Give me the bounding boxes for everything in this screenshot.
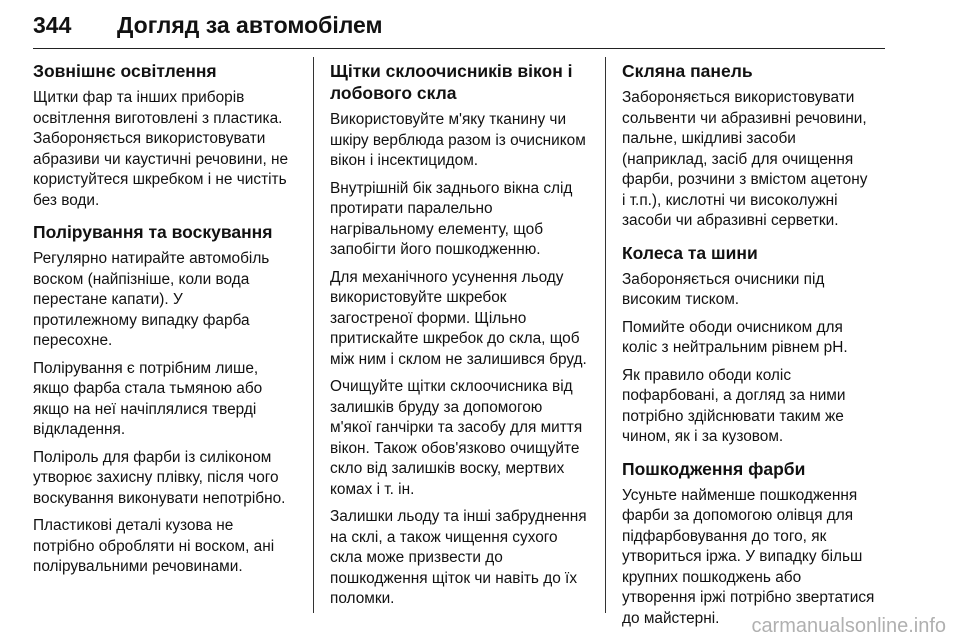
column-left	[33, 60, 298, 585]
watermark: carmanualsonline.info	[751, 615, 946, 637]
paragraph: Залишки льоду та інші забруднення на склі, а також чищення сухого скла може призвести до пошкодження щіток чи навіть до їх поломки.	[330, 508, 587, 607]
paragraph: Очищуйте щітки склоочисника від залишків бруду за допомогою м'якої ганчірки та засобу для миття вікон. Також обов'язково очищуйте скло від залишків воску, мертвих комах і т. ін.	[330, 378, 583, 498]
paragraph: Забороняється очисники під високим тиском.	[622, 270, 825, 308]
paragraph: Використовуйте м'яку тканину чи шкіру верблюда разом із очисником вікон і інсектицидом.	[330, 111, 586, 169]
page-header	[33, 8, 885, 49]
column-middle	[330, 60, 595, 617]
column-divider-left	[313, 57, 314, 613]
paragraph: Поліроль для фарби із силіконом утворює захисну плівку, після чого воскування виконувати непотрібно.	[33, 448, 286, 507]
paragraph: Забороняється використовувати сольвенти чи абразивні речовини, пальне, шкідливі засоби (наприклад, засіб для очищення фарби, розчини з вмістом ацетону і т.п.), кислотні чи високолужні засоби чи абразивні серветки.	[622, 89, 868, 229]
paragraph: Для механічного усунення льоду використовуйте шкребок загостреної форми. Щільно притискайте шкребок до скла, щоб між ним і склом не залишився бруд.	[330, 268, 587, 368]
heading-polishing: Полірування та воскування	[33, 222, 273, 242]
page-title: Догляд за автомобілем	[117, 12, 383, 38]
paragraph: Внутрішній бік заднього вікна слід протирати паралельно нагрівальному елементу, щоб запобігти його пошкодженню.	[330, 179, 573, 258]
paragraph: Усуньте найменше пошкодження фарби за допомогою олівця для підфарбовування до того, як утвориться іржа. У випадку більш крупних пошкоджень або утворення іржі потрібно звертатися до майстерні.	[622, 486, 875, 627]
column-right	[622, 60, 890, 636]
paragraph: Як правило ободи коліс пофарбовані, а догляд за ними потрібно здійснювати таким же чином, як і за кузовом.	[622, 366, 846, 445]
heading-glass-panel: Скляна панель	[622, 61, 753, 81]
page-number: 344	[33, 12, 72, 38]
column-divider-right	[605, 57, 606, 613]
paragraph: Пластикові деталі кузова не потрібно обробляти ні воском, ані полірувальними речовинами.	[33, 517, 275, 575]
paragraph: Щитки фар та інших приборів освітлення виготовлені з пластика. Забороняється використовувати абразиви чи каустичні речовини, не користуйтеся шкребком і не чистіть без води.	[33, 89, 289, 209]
paragraph: Регулярно натирайте автомобіль воском (найпізніше, коли вода перестане капати). У протилежному випадку фарба пересохне.	[33, 250, 270, 349]
heading-paint-damage: Пошкодження фарби	[622, 458, 806, 479]
paragraph: Помийте ободи очисником для коліс з нейтральним рівнем pH.	[622, 318, 848, 356]
heading-exterior-lighting: Зовнішнє освітлення	[33, 61, 217, 81]
paragraph: Полірування є потрібним лише, якщо фарба стала тьмяною або якщо на неї начіплялися тверді відкладення.	[33, 359, 263, 438]
heading-wipers: Щітки склоочисників вікон і лобового скла	[330, 61, 573, 103]
heading-wheels-tyres: Колеса та шини	[622, 242, 758, 263]
